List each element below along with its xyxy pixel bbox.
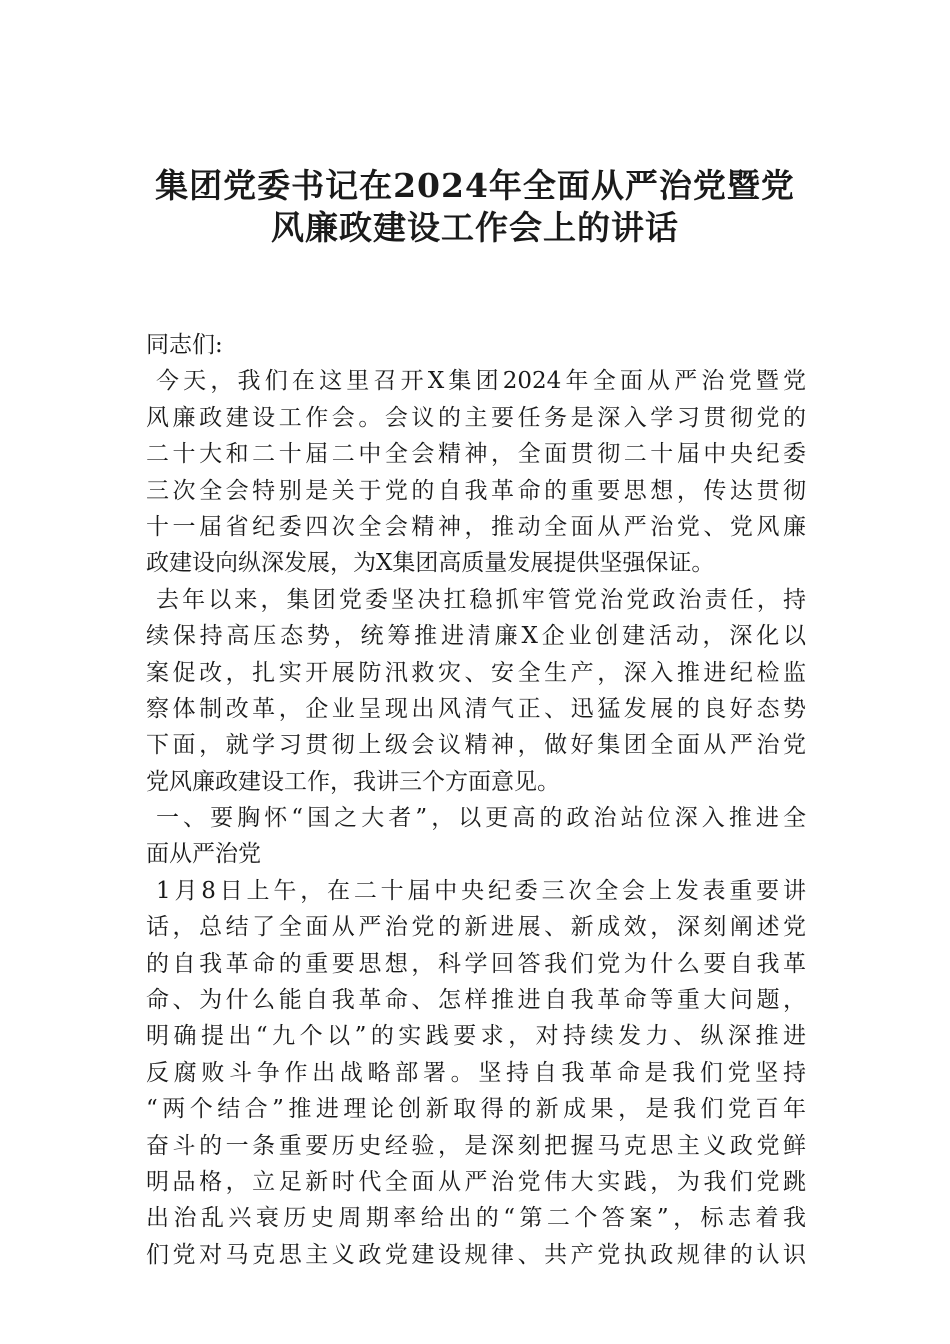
body-line: 去年以来，集团党委坚决扛稳抓牢管党治党政治责任，持 bbox=[156, 586, 806, 613]
body-line: 风廉政建设工作会。会议的主要任务是深入学习贯彻党的 bbox=[146, 404, 806, 431]
body-line: 党风廉政建设工作，我讲三个方面意见。 bbox=[146, 768, 560, 795]
greeting: 同志们: bbox=[146, 332, 223, 358]
body-line: 察体制改革，企业呈现出风清气正、迅猛发展的良好态势 bbox=[146, 695, 806, 722]
body-line: 们党对马克思主义政党建设规律、共产党执政规律的认识 bbox=[146, 1241, 806, 1268]
body-line: 下面，就学习贯彻上级会议精神，做好集团全面从严治党 bbox=[146, 732, 806, 759]
body-line: “两个结合”推进理论创新取得的新成果，是我们党百年 bbox=[146, 1096, 806, 1123]
body-line: 三次全会特别是关于党的自我革命的重要思想，传达贯彻 bbox=[146, 477, 806, 504]
body-line: 案促改，扎实开展防汛救灾、安全生产，深入推进纪检监 bbox=[146, 659, 806, 686]
body-line: 命、为什么能自我革命、怎样推进自我革命等重大问题， bbox=[146, 987, 806, 1014]
body-line: 话，总结了全面从严治党的新进展、新成效，深刻阐述党 bbox=[146, 914, 806, 941]
document-body bbox=[146, 327, 806, 1273]
body-line: 1月8日上午，在二十届中央纪委三次全会上发表重要讲 bbox=[156, 877, 806, 904]
body-line: 今天，我们在这里召开X集团2024年全面从严治党暨党 bbox=[156, 368, 806, 395]
body-line: 二十大和二十届二中全会精神，全面贯彻二十届中央纪委 bbox=[146, 441, 806, 468]
section-heading-line: 面从严治党 bbox=[146, 841, 261, 868]
body-line: 的自我革命的重要思想，科学回答我们党为什么要自我革 bbox=[146, 950, 806, 977]
body-line: 出治乱兴衰历史周期率给出的“第二个答案”，标志着我 bbox=[146, 1205, 806, 1232]
body-line: 明确提出“九个以”的实践要求，对持续发力、纵深推进 bbox=[146, 1023, 806, 1050]
body-line: 政建设向纵深发展，为X集团高质量发展提供坚强保证。 bbox=[146, 550, 715, 577]
document-title-line-1: 集团党委书记在2024年全面从严治党暨党 bbox=[155, 166, 795, 205]
body-line: 明品格，立足新时代全面从严治党伟大实践，为我们党跳 bbox=[146, 1168, 806, 1195]
body-line: 续保持高压态势，统筹推进清廉X企业创建活动，深化以 bbox=[146, 623, 806, 650]
body-line: 反腐败斗争作出战略部署。坚持自我革命是我们党坚持 bbox=[146, 1059, 806, 1086]
section-heading-line: 一、要胸怀“国之大者”，以更高的政治站位深入推进全 bbox=[156, 805, 806, 832]
body-line: 奋斗的一条重要历史经验，是深刻把握马克思主义政党鲜 bbox=[146, 1132, 806, 1159]
document-title-line-2: 风廉政建设工作会上的讲话 bbox=[271, 208, 679, 247]
body-line: 十一届省纪委四次全会精神，推动全面从严治党、党风廉 bbox=[146, 513, 806, 540]
